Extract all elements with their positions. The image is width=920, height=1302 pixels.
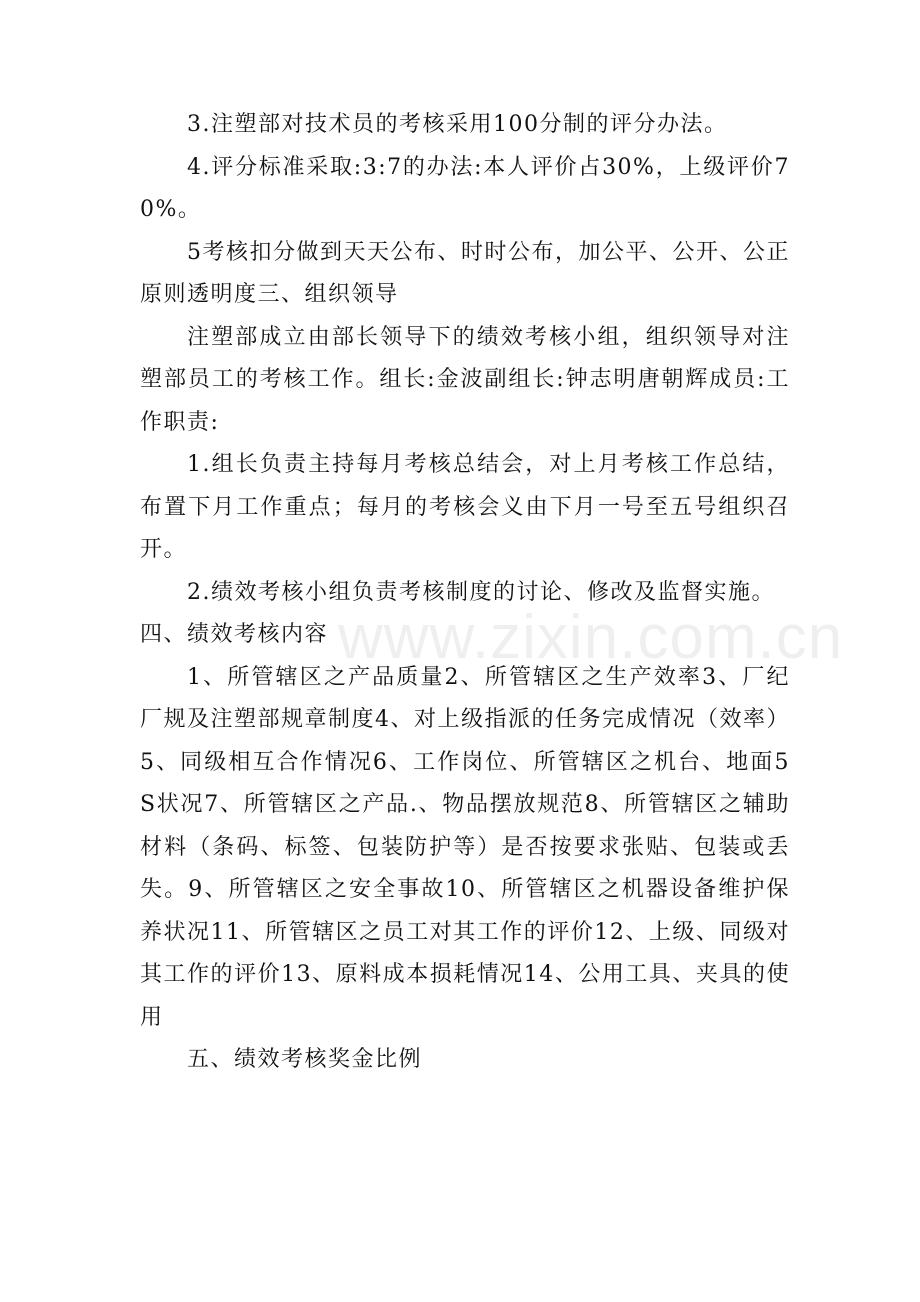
paragraph-publicity: 5考核扣分做到天天公布、时时公布，加公平、公开、公正原则透明度三、组织领导 [140,239,790,307]
section-heading-content: 四、绩效考核内容 [140,622,329,647]
watermark: www.zixin.com.cn [338,603,844,672]
document-body [140,104,790,1082]
paragraph-duty-1: 1.组长负责主持每月考核总结会，对上月考核工作总结，布置下月工作重点；每月的考核会义由下月一号至五号组织召开。 [140,452,790,562]
paragraph-assessment-items: 1、所管辖区之产品质量2、所管辖区之生产效率3、厂纪厂规及注塑部规章制度4、对上级指派的任务完成情况（效率）5、同级相互合作情况6、工作岗位、所管辖区之机台、地面5S状况7、所管辖区之产品.、物品摆放规范8、所管辖区之辅助材料（条码、标签、包装防护等）是否按要求张贴、包装或丢失。9、所管辖区之安全事故10、所管辖区之机器设备维护保养状况11、所管辖区之员工对其工作的评价12、上级、同级对其工作的评价13、原料成本损耗情况14、公用工具、夹具的使用 [140,664,790,1030]
paragraph-duty-2: 2.绩效考核小组负责考核制度的讨论、修改及监督实施。 [187,579,775,605]
section-heading-bonus: 五、绩效考核奖金比例 [187,1047,423,1072]
paragraph-scoring-method: 3.注塑部对技术员的考核采用100分制的评分办法。 [187,112,728,137]
paragraph-team-setup: 注塑部成立由部长领导下的绩效考核小组，组织领导对注塑部员工的考核工作。组长:金波副组长:钟志明唐朝辉成员:工作职责: [140,324,790,435]
paragraph-scoring-ratio: 4.评分标准采取:3:7的办法:本人评价占30%，上级评价70%。 [140,154,790,222]
